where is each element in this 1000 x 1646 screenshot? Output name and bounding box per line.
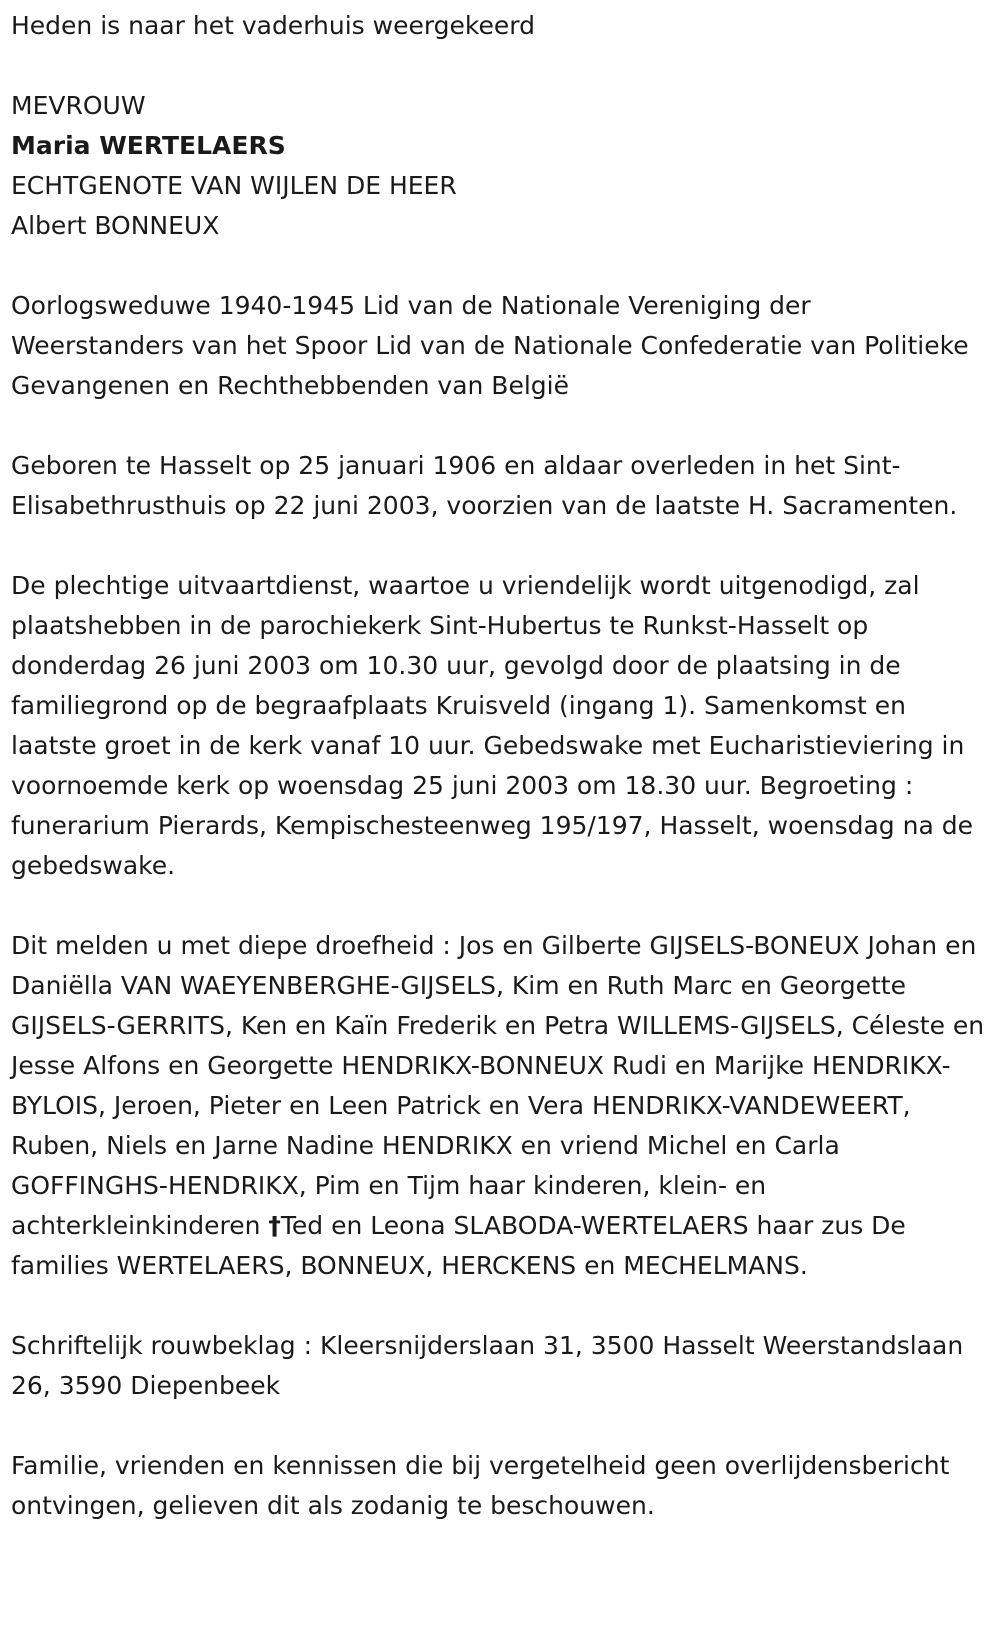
deceased-name: Maria WERTELAERS: [11, 131, 286, 160]
spacer: [11, 406, 980, 446]
funeral-paragraph: De plechtige uitvaartdienst, waartoe u vriendelijk wordt uitgenodigd, zal plaatshebben in de parochiekerk Sint-Hubertus te Runkst-Hasselt op donderdag 26 juni 2003 om 10.30 uur, gevolgd door de plaatsing in de familiegrond op de begraafplaats Kruisveld (ingang 1). Samenkomst en laatste groet in de kerk vanaf 10 uur. Gebedswake met Eucharistieviering in voornoemde kerk op woensdag 25 juni 2003 om 18.30 uur. Begroeting : funerarium Pierards, Kempischesteenweg 195/197, Hasselt, woensdag na de gebedswake.: [11, 571, 973, 880]
cross-icon: †: [268, 1211, 281, 1240]
relation-text: ECHTGENOTE VAN WIJLEN DE HEER: [11, 171, 457, 200]
spouse-name: Albert BONNEUX: [11, 211, 220, 240]
merits-paragraph: Oorlogsweduwe 1940-1945 Lid van de Nationale Vereniging der Weerstanders van het Spoor Lid van de Nationale Confederatie van Politieke Gevangenen en Rechthebbenden van België: [11, 291, 969, 400]
spacer: [11, 1286, 980, 1326]
birth-death-paragraph: Geboren te Hasselt op 25 januari 1906 en aldaar overleden in het Sint-Elisabethrusthuis op 22 juni 2003, voorzien van de laatste H. Sacramenten.: [11, 451, 958, 520]
spacer: [11, 246, 980, 286]
spacer: [11, 886, 980, 926]
intro-text: Heden is naar het vaderhuis weergekeerd: [11, 11, 535, 40]
condolence-address: Schriftelijk rouwbeklag : Kleersnijderslaan 31, 3500 Hasselt Weerstandslaan 26, 3590 Diepenbeek: [11, 1331, 964, 1400]
spacer: [11, 1406, 980, 1446]
title-prefix: MEVROUW: [11, 91, 146, 120]
spacer: [11, 526, 980, 566]
spacer: [11, 46, 980, 86]
closing-paragraph: Familie, vrienden en kennissen die bij vergetelheid geen overlijdensbericht ontvingen, gelieven dit als zodanig te beschouwen.: [11, 1451, 950, 1520]
family-paragraph: [11, 926, 986, 1286]
family-text-part1: Dit melden u met diepe droefheid : Jos en Gilberte GIJSELS-BONEUX Johan en Daniëlla VAN WAEYENBERGHE-GIJSELS, Kim en Ruth Marc en Georgette GIJSELS-GERRITS, Ken en Kaïn Frederik en Petra WILLEMS-GIJSELS, Céleste en Jesse Alfons en Georgette HENDRIKX-BONNEUX Rudi en Marijke HENDRIKX-BYLOIS, Jeroen, Pieter en Leen Patrick en Vera HENDRIKX-VANDEWEERT, Ruben, Niels en Jarne Nadine HENDRIKX en vriend Michel en Carla GOFFINGHS-HENDRIKX, Pim en Tijm haar kinderen, klein- en achterkleinkinderen: [11, 931, 985, 1240]
family-text-part2: Ted en Leona SLABODA-WERTELAERS haar zus De families WERTELAERS, BONNEUX, HERCKENS en MECHELMANS.: [11, 1211, 906, 1280]
